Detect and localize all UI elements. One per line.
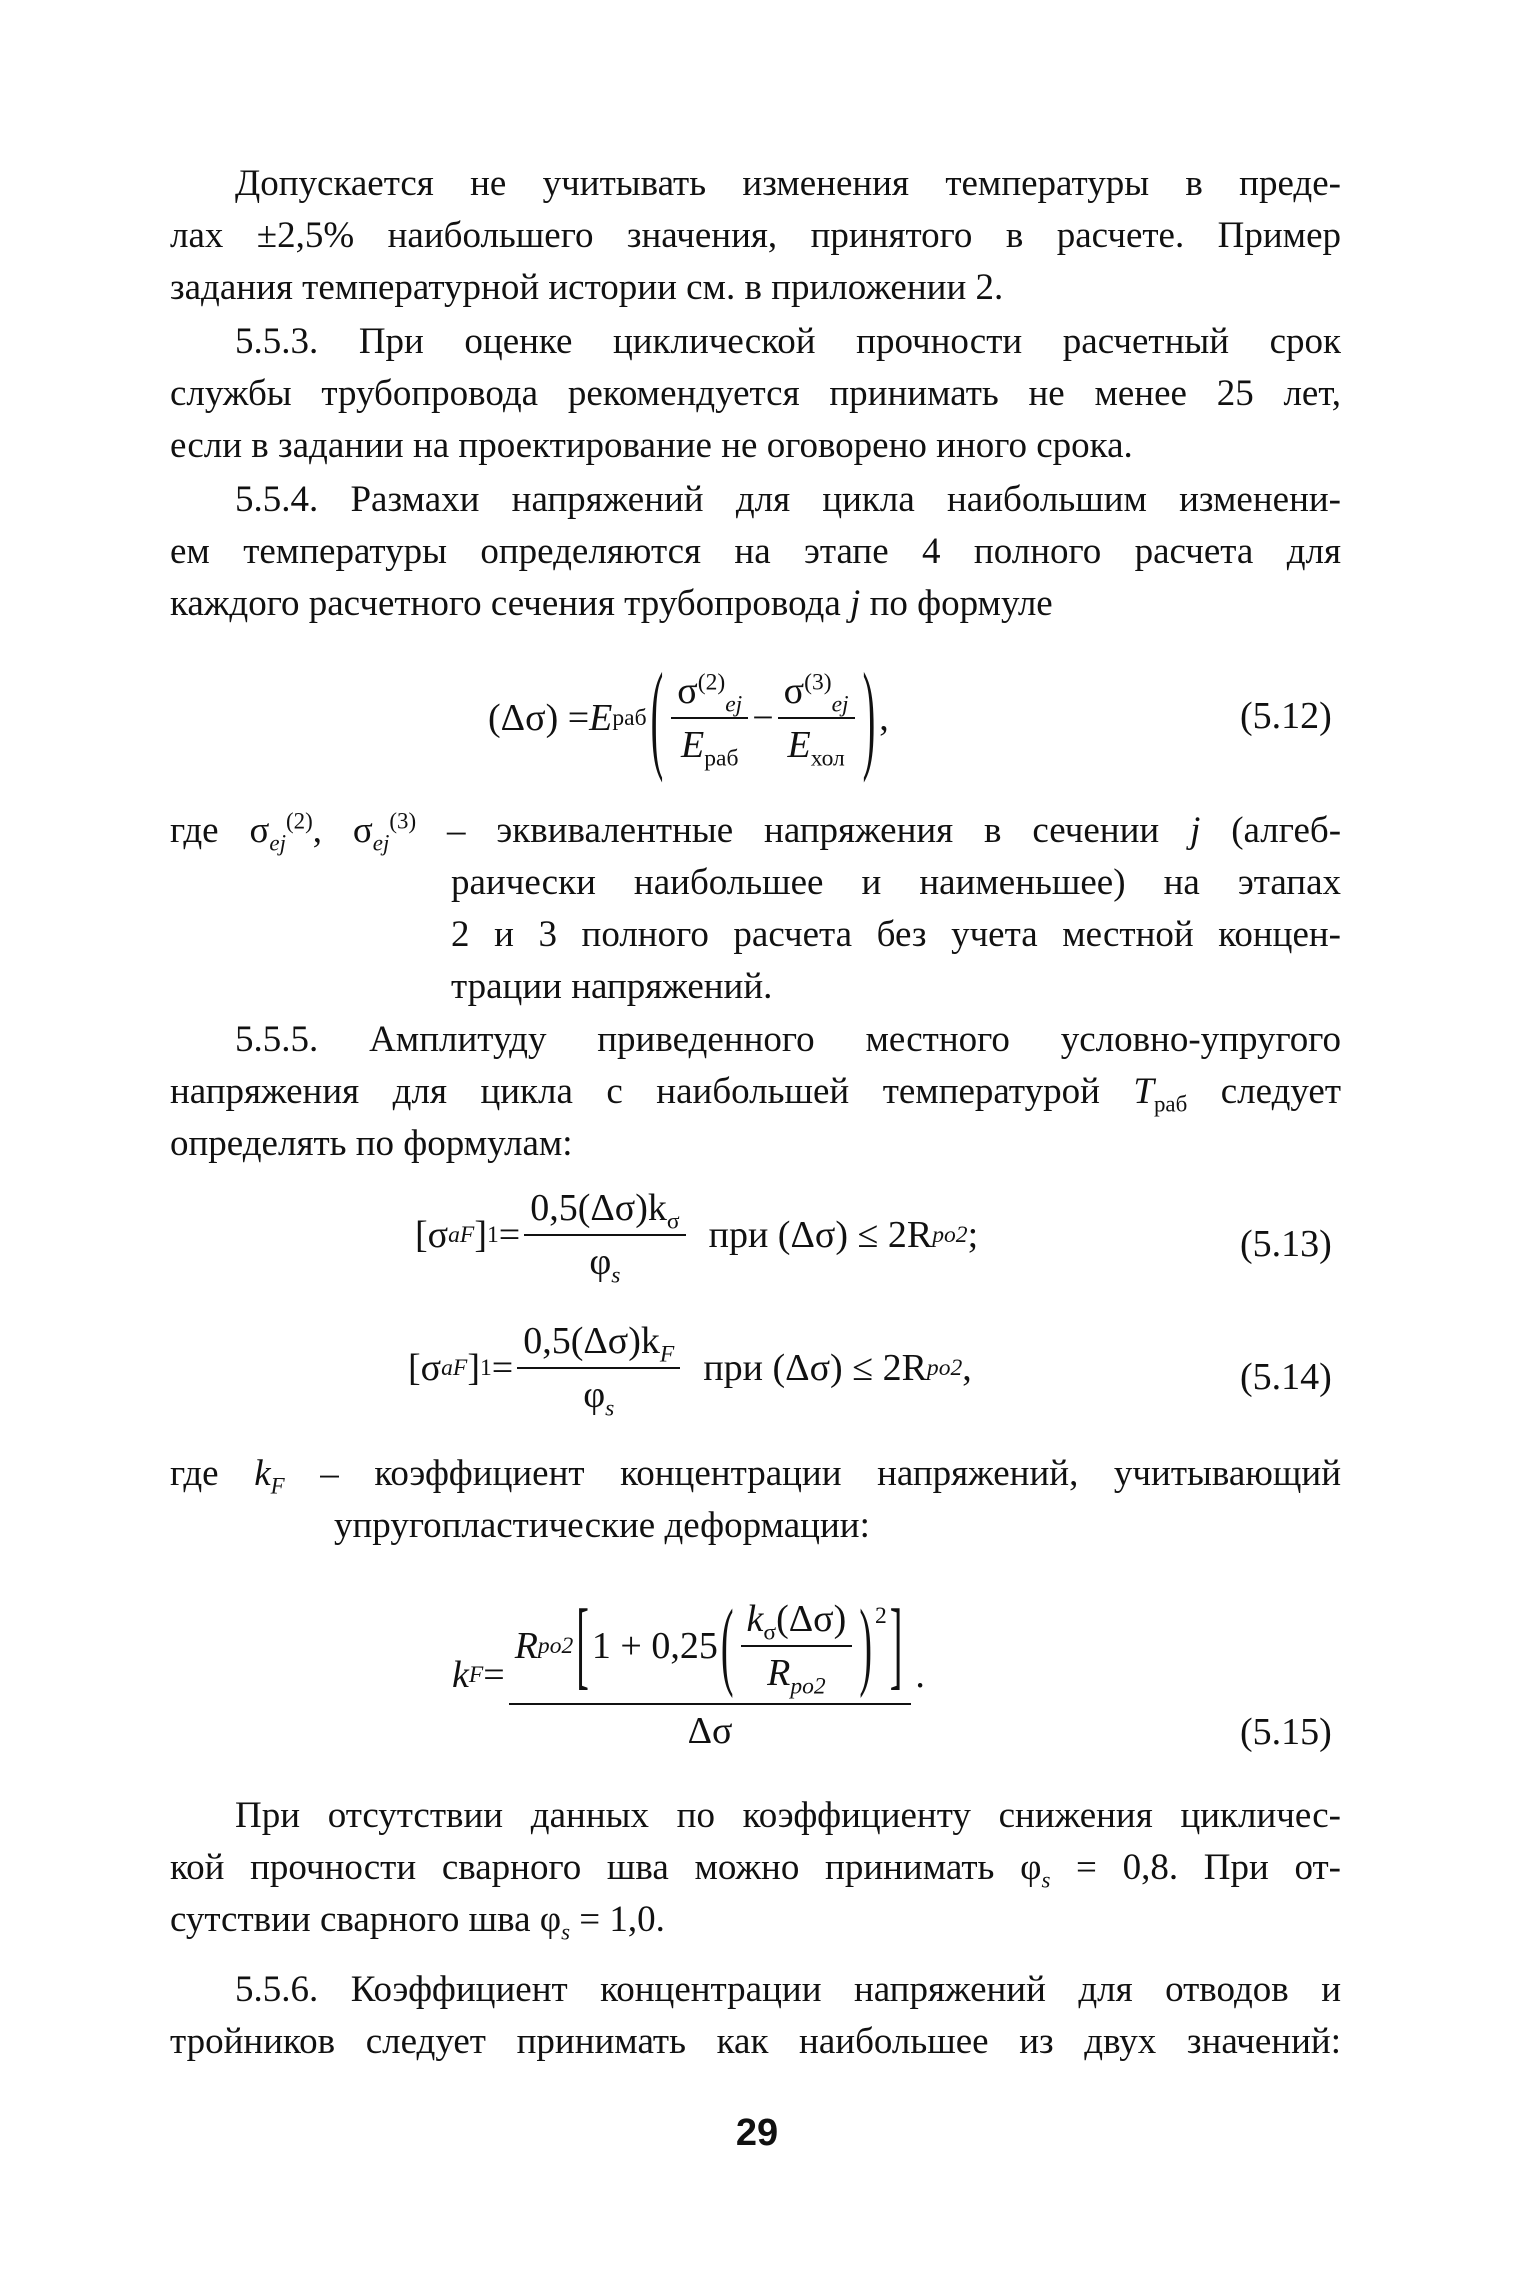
- text-line: упругопластические деформации:: [334, 1505, 870, 1546]
- paragraph-5-5-3: [170, 316, 1341, 472]
- text-line: 5.5.3. При оценке циклической прочности расчетный срок: [235, 321, 1341, 362]
- text-line: лах ±2,5% наибольшего значения, принятого в расчете. Пример: [170, 215, 1341, 256]
- formula-5-14: [σ aF ] 1 = $\frac{0,5(\Delta\sigma)k_F}{\varphi_s}$ при (Δσ) ≤ 2R po2 ,: [408, 1320, 972, 1422]
- text-line: определять по формулам:: [170, 1123, 573, 1164]
- text-line: Допускается не учитывать изменения температуры в преде-: [235, 163, 1341, 204]
- text-line: 2 и 3 полного расчета без учета местной концен-: [451, 914, 1341, 955]
- definition-kF: [170, 1448, 1341, 1552]
- text-line: тройников следует принимать как наибольшее из двух значений:: [170, 2021, 1341, 2062]
- text-line: каждого расчетного сечения трубопровода j по формуле: [170, 583, 1053, 624]
- equation-number: (5.12): [1240, 695, 1332, 737]
- text-line: При отсутствии данных по коэффициенту снижения цикличес-: [235, 1795, 1341, 1836]
- paragraph-weld: [170, 1790, 1341, 1946]
- text-line: раически наибольшее и наименьшее) на этапах: [451, 862, 1341, 903]
- text-line: задания температурной истории см. в приложении 2.: [170, 267, 1004, 308]
- text-line: службы трубопровода рекомендуется принимать не менее 25 лет,: [170, 373, 1341, 414]
- text-line: 5.5.4. Размахи напряжений для цикла наибольшим изменени-: [235, 479, 1341, 520]
- text-line: если в задании на проектирование не оговорено иного срока.: [170, 425, 1133, 466]
- paragraph-5-5-4: [170, 474, 1341, 630]
- equation-number: (5.14): [1240, 1356, 1332, 1398]
- definition-sigma: [170, 805, 1341, 1013]
- text-line: 5.5.5. Амплитуду приведенного местного условно-упругого: [235, 1019, 1341, 1060]
- text-line: ем температуры определяются на этапе 4 полного расчета для: [170, 531, 1341, 572]
- paragraph-5-5-5: [170, 1014, 1341, 1170]
- text-line: трации напряжений.: [451, 966, 773, 1007]
- equation-number: (5.15): [1240, 1711, 1332, 1753]
- paragraph-temperature: [170, 158, 1341, 314]
- text-line: напряжения для цикла с наибольшей температурой $T_{раб}$ следует: [170, 1071, 1341, 1117]
- text-line: где $k_F$ – коэффициент концентрации напряжений, учитывающий: [170, 1453, 1341, 1499]
- text-line: где $\sigma_{ej}^{(2)}$, $\sigma_{ej}^{(3)}$ – эквивалентные напряжения в сечении j (алгеб-: [170, 808, 1342, 856]
- equation-number: (5.13): [1240, 1223, 1332, 1265]
- page-number: 29: [735, 2112, 779, 2154]
- formula-5-12: (Δσ) = E раб ( $\frac{\sigma^{(2)}_{ej}}{E_{раб}}$ − $\frac{\sigma^{(3)}_{ej}}{E_{хол}}$ ) ,: [488, 650, 889, 786]
- text-line: кой прочности сварного шва можно принимать $\varphi_s = 0,8$. При от-: [170, 1847, 1342, 1893]
- formula-5-15: k F = R po2 [ 1 + 0,25 ( $\frac{k_\sigma(\Delta\sigma)}{R_{po2}}$ ) $^2$ ] Δσ .: [452, 1591, 925, 1752]
- text-line: 5.5.6. Коэффициент концентрации напряжений для отводов и: [235, 1969, 1341, 2010]
- text-line: сутствии сварного шва $\varphi_s = 1,0$.: [170, 1899, 665, 1945]
- formula-5-13: [σ aF ] 1 = $\frac{0,5(\Delta\sigma)k_\sigma}{\varphi_s}$ при (Δσ) ≤ 2R po2 ;: [415, 1187, 979, 1289]
- paragraph-5-5-6: [170, 1964, 1341, 2068]
